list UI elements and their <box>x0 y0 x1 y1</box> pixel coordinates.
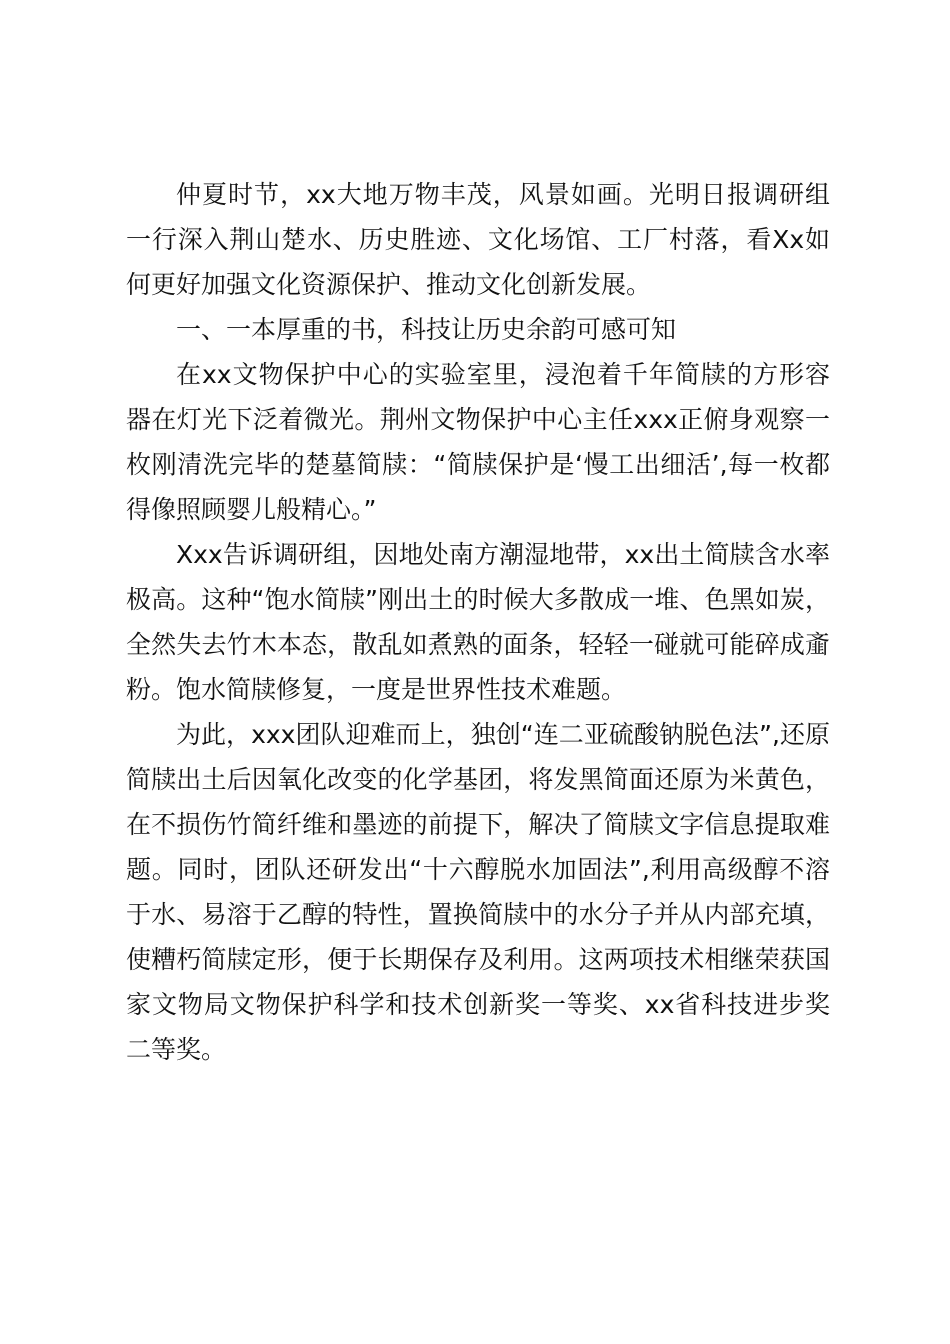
paragraph-lab: 在xx文物保护中心的实验室里，浸泡着千年简牍的方形容器在灯光下泛着微光。荆州文物保护中心主任xxx正俯身观察一枚刚清洗完毕的楚墓简牍：“简牍保护是‘慢工出细活’,每一枚都得像照顾婴儿般精心。” <box>126 360 830 524</box>
paragraph-saturated-slips: Xxx告诉调研组，因地处南方潮湿地带，xx出土简牍含水率极高。这种“饱水简牍”刚出土的时候大多散成一堆、色黑如炭，全然失去竹木本态，散乱如煮熟的面条，轻轻一碰就可能碎成齑粉。饱水简牍修复，一度是世界性技术难题。 <box>126 540 830 704</box>
paragraph-intro: 仲夏时节，xx大地万物丰茂，风景如画。光明日报调研组一行深入荆山楚水、历史胜迹、文化场馆、工厂村落，看Xx如何更好加强文化资源保护、推动文化创新发展。 <box>126 180 830 299</box>
section-heading: 一、一本厚重的书，科技让历史余韵可感可知 <box>176 315 677 344</box>
paragraph-techniques: 为此，xxx团队迎难而上，独创“连二亚硫酸钠脱色法”,还原简牍出土后因氧化改变的化学基团，将发黑简面还原为米黄色，在不损伤竹简纤维和墨迹的前提下，解决了简牍文字信息提取难题。同时，团队还研发出“十六醇脱水加固法”,利用高级醇不溶于水、易溶于乙醇的特性，置换简牍中的水分子并从内部充填，使糟朽简牍定形，便于长期保存及利用。这两项技术相继荣获国家文物局文物保护科学和技术创新奖一等奖、xx省科技进步奖二等奖。 <box>126 720 830 1064</box>
document-body <box>126 172 830 1072</box>
